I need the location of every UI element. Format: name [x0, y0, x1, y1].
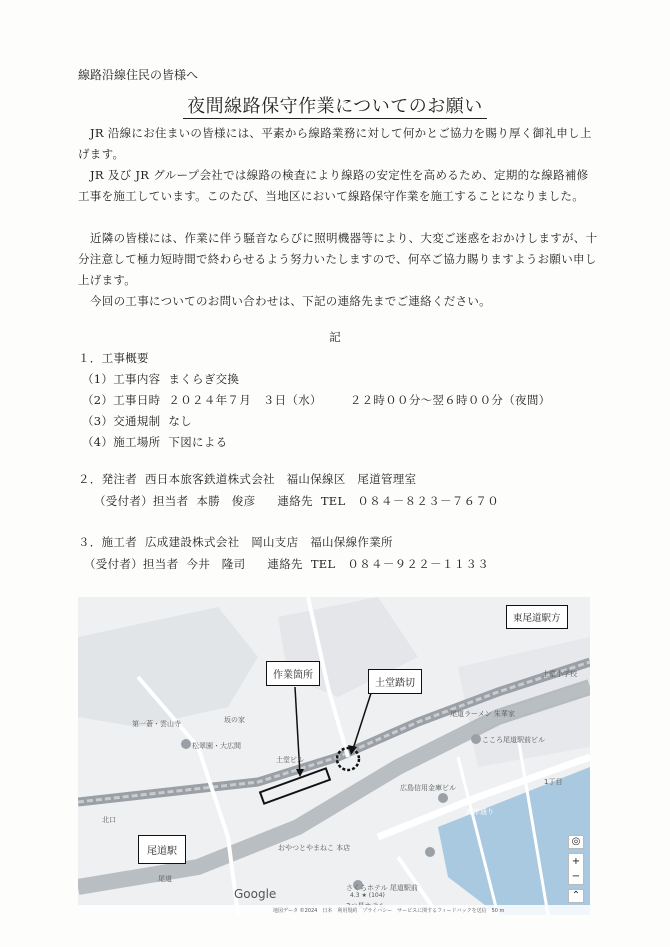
section1-item-traffic: （3）交通規制 なし [82, 414, 193, 428]
section1-heading: １．工事概要 [78, 351, 149, 365]
map-label: 北口 [102, 816, 116, 824]
map-label: 海岸通り [466, 808, 494, 816]
section2-tel: ０８４－８２３－７６７０ [357, 494, 500, 508]
map-pin-icon [471, 734, 481, 744]
section2-contact: （受付者）担当者 本勝 俊彦 連絡先 TEL ０８４－８２３－７６７０ [94, 494, 500, 508]
site-map [78, 597, 590, 915]
map-rating: 4.3 ★ (104) [350, 892, 385, 899]
section3-contractor: ３．施工者 広成建設株式会社 岡山支店 福山保線作業所 [78, 535, 393, 549]
ki-mark: 記 [329, 330, 341, 344]
map-pin-icon [438, 793, 448, 803]
greeting: 線路沿線住民の皆様へ [78, 68, 199, 82]
callout-east-station: 東尾道駅方 [506, 605, 568, 629]
map-graphic [78, 597, 590, 915]
map-label: 尾道ラーメン 朱華家 [450, 710, 515, 718]
callout-crossing: 土堂踏切 [368, 669, 422, 694]
map-label: おやつとやまねこ 本店 [278, 844, 351, 852]
expand-button[interactable]: ⌃ [568, 889, 584, 903]
map-label: さくらホテル 尾道駅前 [346, 884, 418, 892]
section1-item-date: （2）工事日時 ２０２４年７月 ３日（水） ２２時００分～翌６時００分（夜間） [82, 393, 551, 407]
map-label: 1丁目 [544, 778, 563, 786]
paragraph-1: JR 沿線にお住まいの皆様には、平素から線路業務に対して何かとご協力を賜り厚く御礼申し上げます。 [78, 126, 592, 161]
map-label: 土堂小学校 [542, 670, 577, 678]
section1-item-content: （1）工事内容 まくらぎ交換 [82, 372, 240, 386]
section1-item-place: （4）施工場所 下図による [82, 435, 228, 449]
page-title: 夜間線路保守作業についてのお願い [0, 92, 670, 118]
callout-work-site: 作業箇所 [266, 661, 320, 686]
map-label: 松翠園・大広間 [192, 742, 241, 750]
section3-tel: ０８４－９２２－１１３３ [347, 557, 490, 571]
map-label: 第一蒼・雲山寺 [132, 720, 181, 728]
map-label: こころ尾道駅前ビル [482, 736, 545, 744]
section3-contact: （受付者）担当者 今井 隆司 連絡先 TEL ０８４－９２２－１１３３ [84, 557, 490, 571]
map-pin-icon [425, 847, 435, 857]
google-logo: Google [234, 887, 277, 901]
callout-station: 尾道駅 [138, 835, 186, 864]
paragraph-2: JR 及び JR グループ会社では線路の検査により線路の安定性を高めるため、定期的な線路補修工事を施工しています。このたび、当地区において線路保守作業を施工することになりました。 [78, 168, 589, 203]
map-pin-icon [181, 739, 191, 749]
map-label: 尾道 [158, 875, 172, 883]
paragraph-4: 今回の工事についてのお問い合わせは、下記の連絡先までご連絡ください。 [90, 294, 491, 308]
zoom-control[interactable]: + − [568, 853, 584, 885]
paragraph-3: 近隣の皆様には、作業に伴う騒音ならびに照明機器等により、大変ご迷惑をおかけしますが、十分注意して極力短時間で終わらせるよう努力いたしますので、何卒ご協力賜りますようお願い申し上げます。 [78, 231, 598, 287]
map-footer: 地図データ ©2024 日本 利用規約 プライバシー サービスに関するフィードバックを送信 50 m [78, 905, 590, 915]
locate-button[interactable]: ◎ [568, 835, 584, 849]
section2-orderer: ２．発注者 西日本旅客鉄道株式会社 福山保線区 尾道管理室 [78, 472, 417, 486]
map-label: 広島信用金庫ビル [400, 784, 456, 792]
map-label: 坂の家 [224, 716, 245, 724]
map-label: 土堂ビル [276, 756, 304, 764]
